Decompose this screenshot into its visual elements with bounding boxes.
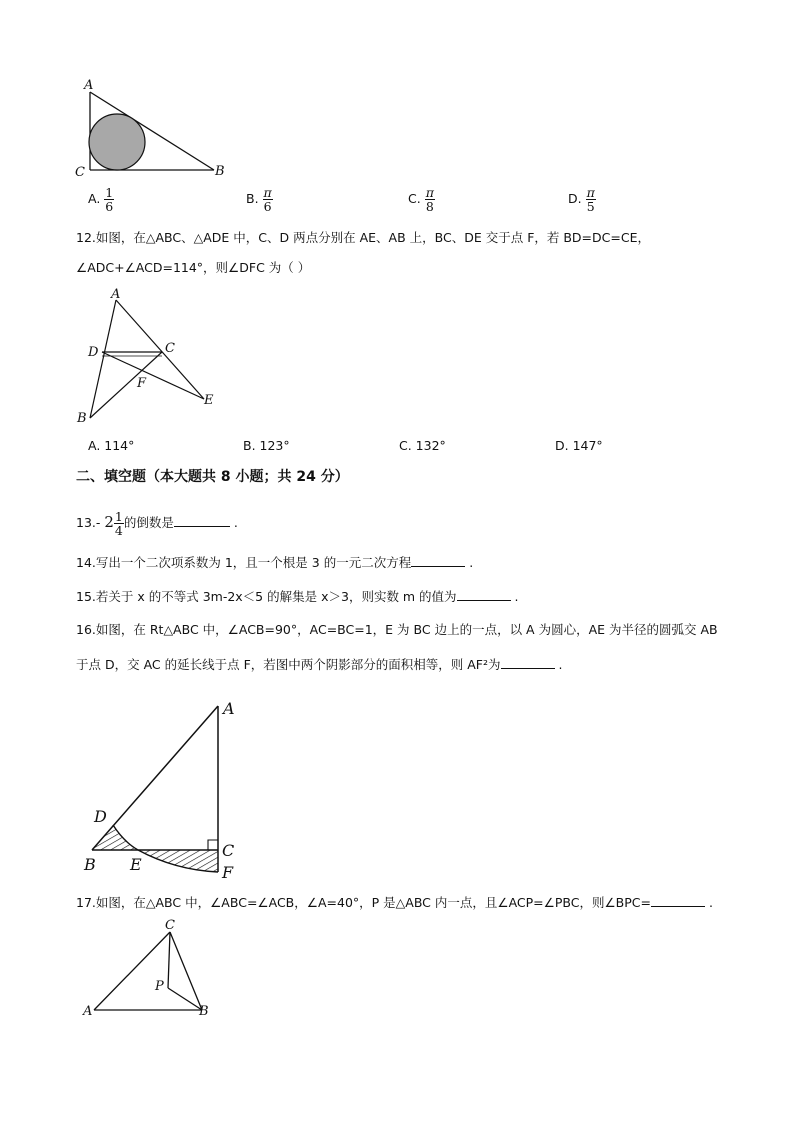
q16-figure (80, 694, 250, 884)
q11-figure (72, 76, 232, 180)
label-c: C (75, 165, 85, 180)
numerator: π (263, 185, 272, 200)
option-letter: C. (408, 191, 421, 207)
label-a: A (83, 1004, 93, 1018)
label-e: E (204, 393, 214, 408)
label-p: P (155, 979, 164, 994)
q13-end: . (233, 515, 238, 531)
answer-blank[interactable] (651, 894, 705, 907)
label-b: B (84, 855, 96, 874)
option-letter: A. (88, 191, 101, 207)
q16-end: . (558, 657, 563, 672)
mixed-number-fraction (114, 510, 124, 537)
answer-blank[interactable] (174, 514, 230, 527)
numerator: π (586, 185, 595, 200)
q16-text-line1: 16.如图，在 Rt△ABC 中，∠ACB=90°，AC=BC=1，E 为 BC 边上的一点，以 A 为圆心，AE 为半径的圆弧交 AB (76, 622, 718, 637)
label-d: D (94, 807, 107, 826)
label-f: F (137, 376, 147, 391)
answer-blank[interactable] (411, 554, 465, 567)
fraction (425, 186, 435, 213)
label-d: D (88, 345, 99, 360)
option-letter: B. (246, 191, 259, 207)
answer-blank[interactable] (457, 588, 511, 601)
label-c: C (222, 841, 235, 860)
q15-text: 15.若关于 x 的不等式 3m-2x＜5 的解集是 x＞3，则实数 m 的值为 (76, 589, 457, 604)
q12-text-line2: ∠ADC+∠ACD=114°，则∠DFC 为（ ） (76, 260, 311, 275)
q17-figure (80, 918, 220, 1018)
q15 (76, 588, 519, 604)
q13 (76, 510, 238, 537)
q14-text: 14.写出一个二次项系数为 1，且一个根是 3 的一元二次方程 (76, 555, 412, 570)
answer-blank[interactable] (501, 656, 555, 669)
fraction (263, 186, 273, 213)
q12-figure (72, 286, 222, 426)
q12-option-a[interactable]: A. 114° (88, 438, 135, 453)
q11-option-c[interactable] (408, 186, 435, 213)
q13-suffix: 的倒数是 (123, 515, 174, 531)
label-a: A (84, 78, 94, 93)
fraction (104, 186, 114, 213)
label-b: B (77, 411, 87, 426)
label-b: B (199, 1004, 209, 1018)
mixed-number-whole: 2 (104, 513, 114, 532)
q11-option-a[interactable] (88, 186, 114, 213)
label-e: E (130, 855, 142, 874)
q15-end: . (514, 589, 519, 604)
q12-option-b[interactable]: B. 123° (243, 438, 290, 453)
section-title: 二、填空题（本大题共 8 小题；共 24 分） (76, 469, 349, 485)
label-f: F (222, 863, 234, 882)
q11-option-b[interactable] (246, 186, 273, 213)
denominator: 8 (425, 199, 434, 215)
q17 (76, 894, 713, 910)
q16-text-line2 (76, 656, 562, 672)
q16-text: 于点 D，交 AC 的延长线于点 F，若图中两个阴影部分的面积相等，则 AF²为 (76, 657, 501, 672)
q14-end: . (469, 555, 474, 570)
label-a: A (111, 287, 121, 302)
numerator: 1 (105, 185, 114, 200)
q17-end: . (709, 895, 713, 910)
inscribed-circle (89, 114, 145, 170)
label-c: C (165, 341, 175, 356)
numerator: π (425, 185, 434, 200)
q14 (76, 554, 473, 570)
q13-prefix: 13.- (76, 515, 105, 531)
q11-option-d[interactable] (568, 186, 596, 213)
q12-option-d[interactable]: D. 147° (555, 438, 603, 453)
label-c: C (165, 918, 175, 933)
denominator: 4 (114, 523, 123, 539)
fraction (586, 186, 596, 213)
shaded-region-right (138, 850, 218, 872)
option-letter: D. (568, 191, 582, 207)
label-b: B (215, 164, 225, 179)
label-a: A (223, 699, 235, 718)
q12-text-line1: 12.如图，在△ABC、△ADE 中，C、D 两点分别在 AE、AB 上，BC、DE 交于点 F，若 BD=DC=CE， (76, 230, 650, 245)
q17-text: 17.如图，在△ABC 中，∠ABC=∠ACB，∠A=40°，P 是△ABC 内一点，且∠ACP=∠PBC，则∠BPC= (76, 895, 652, 910)
denominator: 6 (263, 199, 272, 215)
q12-option-c[interactable]: C. 132° (399, 438, 446, 453)
denominator: 6 (105, 199, 114, 215)
denominator: 5 (586, 199, 595, 215)
numerator: 1 (114, 509, 123, 524)
